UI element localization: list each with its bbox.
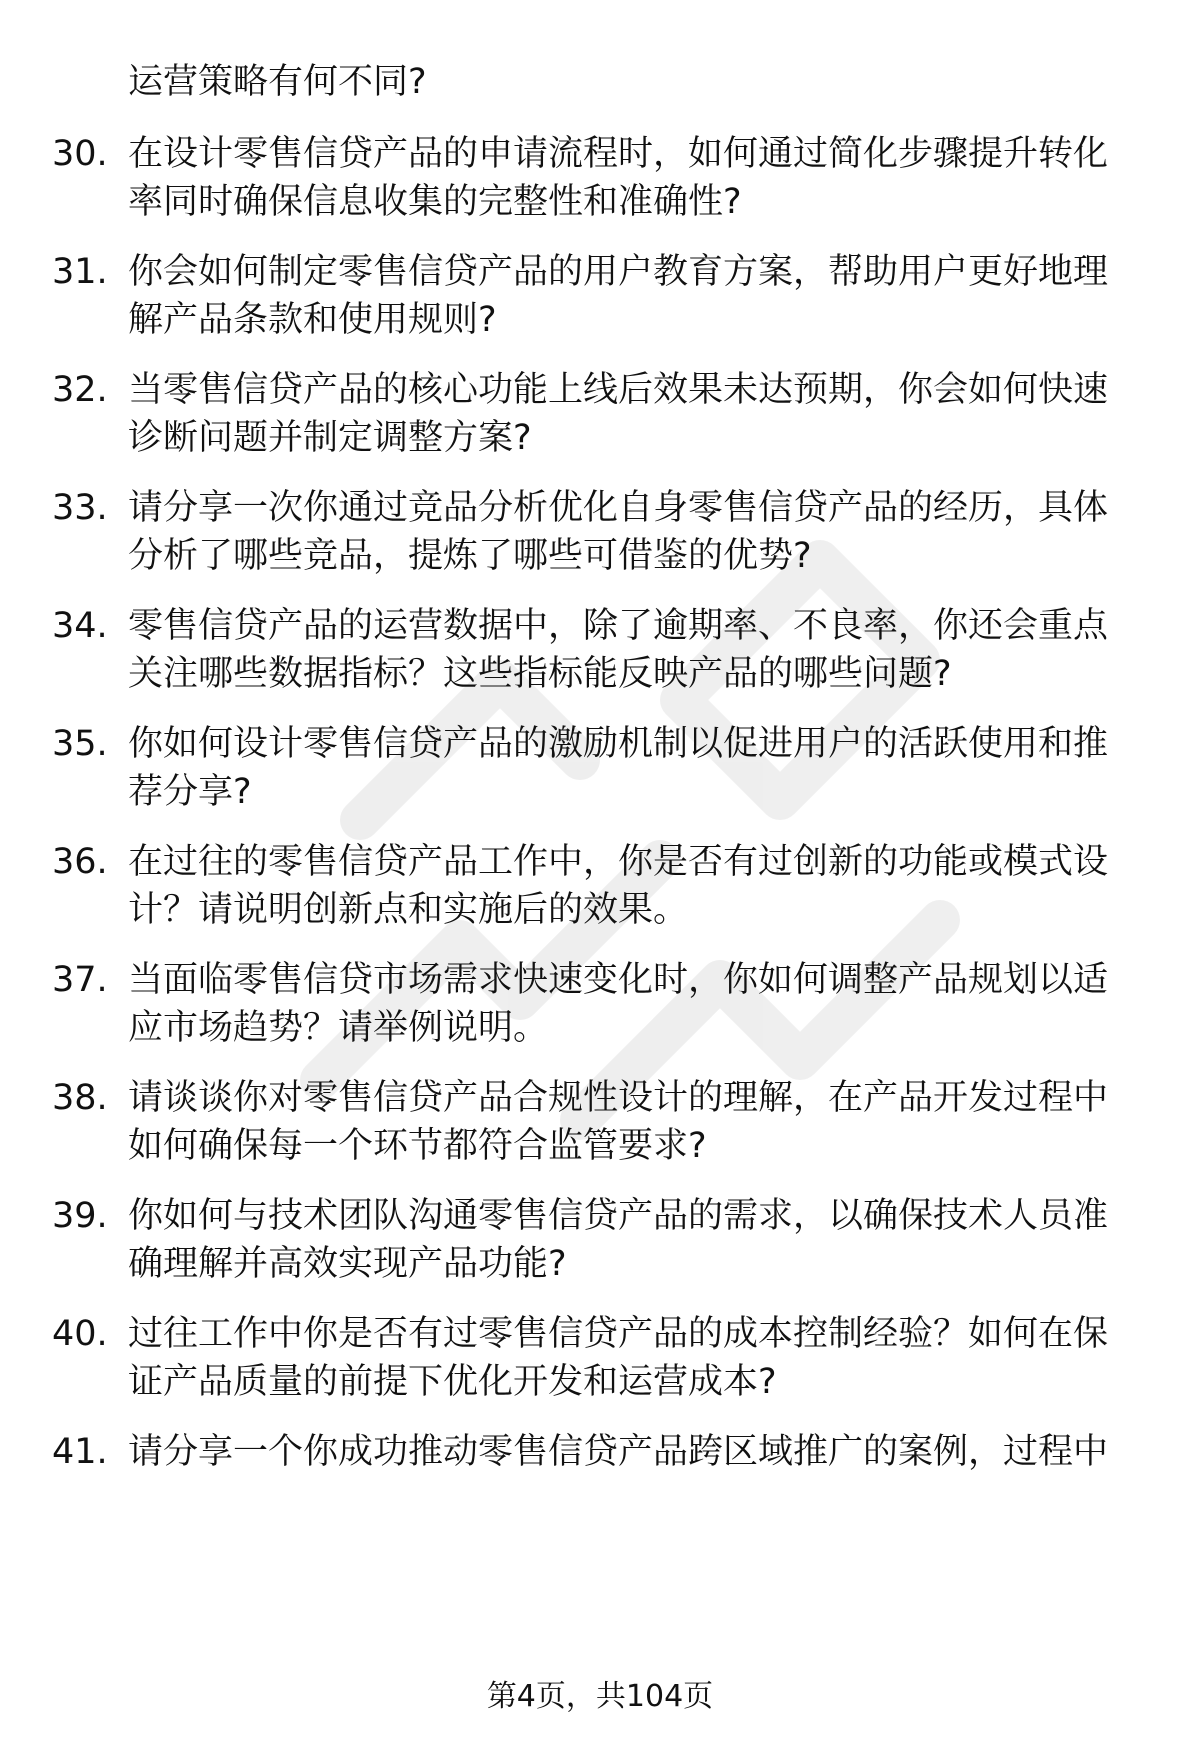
question-text-line: 确理解并高效实现产品功能? xyxy=(128,1244,567,1284)
question-number: 39. xyxy=(52,1196,108,1236)
question-number: 38. xyxy=(52,1078,108,1118)
question-text-line: 当零售信贷产品的核心功能上线后效果未达预期，你会如何快速 xyxy=(128,370,1109,410)
question-number: 37. xyxy=(52,960,108,1000)
question-text-line: 请分享一个你成功推动零售信贷产品跨区域推广的案例，过程中 xyxy=(128,1432,1109,1472)
page-footer: 第4页，共104页 xyxy=(486,1679,714,1714)
question-text-line: 率同时确保信息收集的完整性和准确性? xyxy=(128,182,742,222)
question-text-line: 诊断问题并制定调整方案? xyxy=(128,418,532,458)
question-text-line: 过往工作中你是否有过零售信贷产品的成本控制经验？如何在保 xyxy=(128,1314,1109,1354)
question-text-line: 荐分享? xyxy=(128,772,252,812)
question-number: 41. xyxy=(52,1432,108,1472)
question-text-line: 关注哪些数据指标？这些指标能反映产品的哪些问题? xyxy=(128,654,952,694)
question-number: 40. xyxy=(52,1314,108,1354)
question-text-line: 分析了哪些竞品，提炼了哪些可借鉴的优势? xyxy=(128,536,812,576)
question-text-line: 请分享一次你通过竞品分析优化自身零售信贷产品的经历，具体 xyxy=(128,488,1109,528)
question-text-line: 应市场趋势？请举例说明。 xyxy=(128,1008,549,1048)
question-text-line: 当面临零售信贷市场需求快速变化时，你如何调整产品规划以适 xyxy=(128,960,1109,1000)
question-number: 32. xyxy=(52,370,108,410)
question-text-line: 你如何与技术团队沟通零售信贷产品的需求，以确保技术人员准 xyxy=(128,1196,1109,1236)
question-text-line: 证产品质量的前提下优化开发和运营成本? xyxy=(128,1362,777,1402)
question-text-line: 在过往的零售信贷产品工作中，你是否有过创新的功能或模式设 xyxy=(128,842,1109,882)
question-text-line: 如何确保每一个环节都符合监管要求? xyxy=(128,1126,707,1166)
question-text-line: 你会如何制定零售信贷产品的用户教育方案，帮助用户更好地理 xyxy=(128,252,1109,292)
question-text-line: 你如何设计零售信贷产品的激励机制以促进用户的活跃使用和推 xyxy=(128,724,1109,764)
question-number: 36. xyxy=(52,842,108,882)
question-number: 30. xyxy=(52,134,108,174)
question-number: 33. xyxy=(52,488,108,528)
question-number: 34. xyxy=(52,606,108,646)
question-number: 31. xyxy=(52,252,108,292)
question-text-line: 请谈谈你对零售信贷产品合规性设计的理解，在产品开发过程中 xyxy=(128,1078,1109,1118)
question-text-line: 零售信贷产品的运营数据中，除了逾期率、不良率，你还会重点 xyxy=(128,606,1109,646)
question-text-line: 在设计零售信贷产品的申请流程时，如何通过简化步骤提升转化 xyxy=(128,134,1109,174)
question-text-line: 计？请说明创新点和实施后的效果。 xyxy=(128,890,689,930)
question-number: 35. xyxy=(52,724,108,764)
question-text-line: 解产品条款和使用规则? xyxy=(128,300,497,340)
continued-question-text: 运营策略有何不同? xyxy=(128,62,427,102)
